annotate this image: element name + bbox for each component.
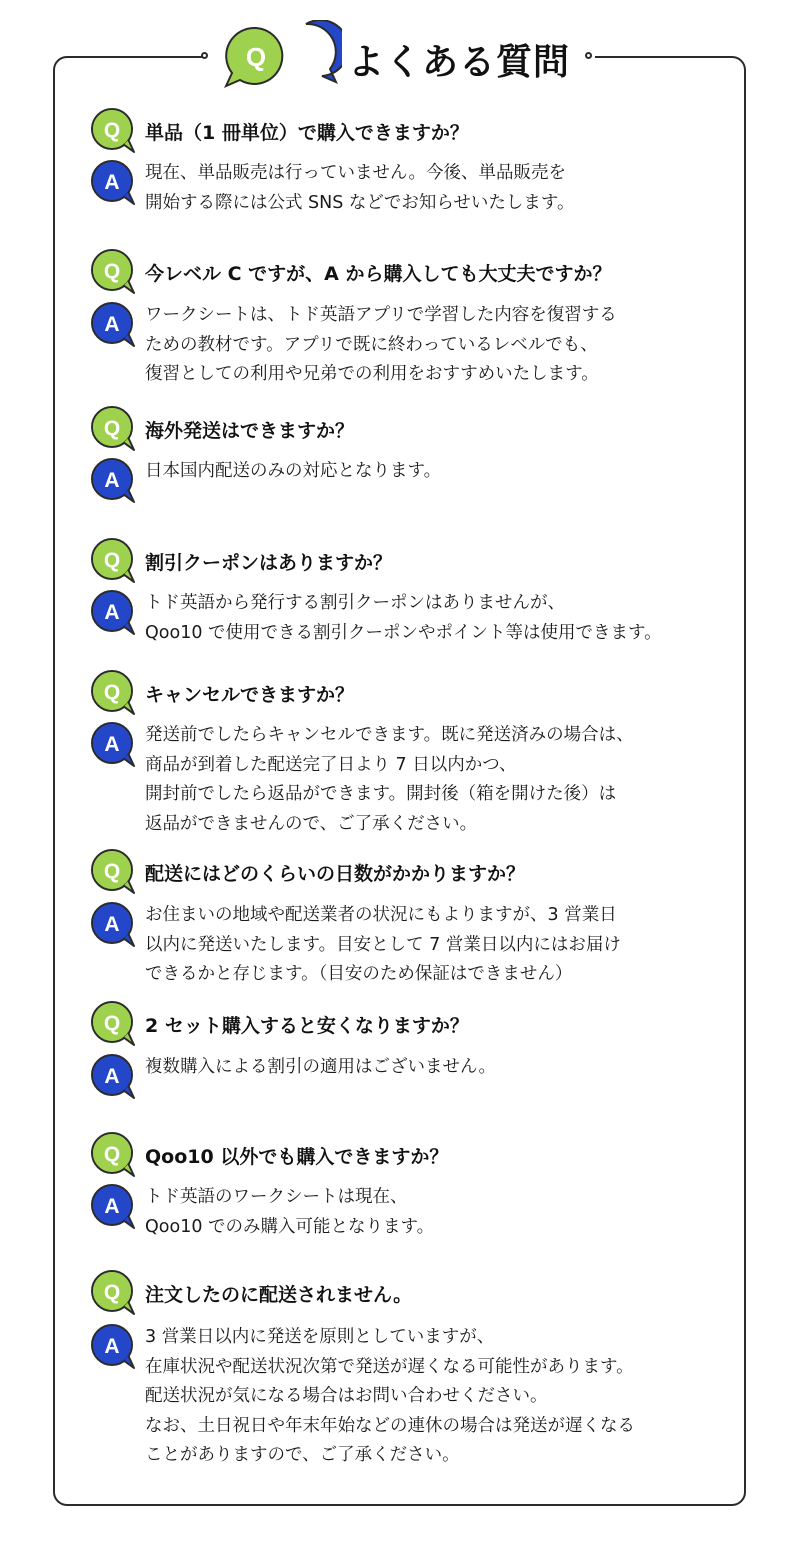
faq-answer-line: 発送前でしたらキャンセルできます。既に発送済みの場合は、 bbox=[145, 725, 634, 745]
answer-icon bbox=[88, 900, 138, 950]
svg-text:A: A bbox=[104, 171, 120, 194]
faq-answer bbox=[145, 1053, 496, 1083]
faq-answer bbox=[145, 589, 662, 648]
faq-answer-line: 開始する際には公式 SNS などでお知らせいたします。 bbox=[145, 192, 575, 213]
faq-question: 海外発送はできますか？ bbox=[145, 420, 355, 442]
faq-answer-line: 3 営業日以内に発送を原則としていますが、 bbox=[145, 1327, 495, 1347]
answer-icon bbox=[88, 1052, 138, 1102]
faq-answer-line: 商品が到着した配送完了日より 7 日以内かつ、 bbox=[145, 754, 517, 775]
faq-question: 割引クーポンはありますか？ bbox=[145, 552, 393, 574]
question-icon bbox=[88, 404, 138, 454]
frame-ornament-left bbox=[201, 52, 208, 59]
faq-question: 2 セット購入すると安くなりますか？ bbox=[145, 1015, 469, 1037]
faq-answer-line: 複数購入による割引の適用はございません。 bbox=[145, 1057, 497, 1077]
faq-answer-line: 開封前でしたら返品ができます。開封後（箱を開けた後）は bbox=[145, 784, 617, 804]
answer-icon bbox=[88, 300, 138, 350]
question-icon bbox=[88, 106, 138, 156]
answer-icon bbox=[88, 720, 138, 770]
question-icon bbox=[88, 847, 138, 897]
faq-question: 配送にはどのくらいの日数がかかりますか？ bbox=[145, 863, 526, 885]
faq-answer-line: トド英語から発行する割引クーポンはありませんが、 bbox=[145, 593, 565, 613]
faq-answer-line: ための教材です。アプリで既に終わっているレベルでも、 bbox=[145, 334, 598, 355]
qa-speech-bubbles-icon bbox=[222, 20, 342, 92]
svg-text:Q: Q bbox=[103, 1143, 121, 1166]
faq-question: キャンセルできますか？ bbox=[145, 684, 355, 706]
answer-icon bbox=[88, 158, 138, 208]
faq-answer bbox=[145, 1323, 635, 1471]
question-icon bbox=[88, 536, 138, 586]
svg-text:Q: Q bbox=[103, 417, 121, 440]
question-icon bbox=[88, 668, 138, 718]
answer-icon bbox=[88, 1182, 138, 1232]
faq-answer-line: ことがありますので、ご了承ください。 bbox=[145, 1445, 460, 1465]
faq-answer-line: お住まいの地域や配送業者の状況にもよりますが、3 営業日 bbox=[145, 905, 617, 925]
answer-icon bbox=[88, 588, 138, 638]
svg-text:A: A bbox=[104, 733, 120, 756]
faq-answer-line: Qoo10 でのみ購入可能となります。 bbox=[145, 1216, 435, 1237]
page-title: よくある質問 bbox=[348, 42, 571, 83]
faq-answer bbox=[145, 1183, 434, 1242]
faq-answer-line: 復習としての利用や兄弟での利用をおすすめいたします。 bbox=[145, 364, 599, 384]
header-badge-a: A bbox=[297, 39, 315, 66]
question-icon bbox=[88, 1130, 138, 1180]
a-speech-bubble-icon bbox=[297, 20, 342, 82]
faq-answer-line: 返品ができませんので、ご了承ください。 bbox=[145, 813, 478, 834]
answer-icon bbox=[88, 456, 138, 506]
faq-answer-line: 配送状況が気になる場合はお問い合わせください。 bbox=[145, 1386, 548, 1406]
frame-ornament-right bbox=[585, 52, 592, 59]
q-speech-bubble-icon bbox=[226, 28, 282, 86]
faq-answer bbox=[145, 901, 621, 990]
svg-text:Q: Q bbox=[103, 119, 121, 142]
faq-question: 今レベル C ですが、A から購入しても大丈夫ですか？ bbox=[145, 263, 612, 285]
faq-answer bbox=[145, 301, 617, 390]
svg-text:Q: Q bbox=[103, 549, 121, 572]
svg-text:A: A bbox=[104, 1335, 120, 1358]
faq-answer-line: なお、土日祝日や年末年始などの連休の場合は発送が遅くなる bbox=[145, 1415, 635, 1436]
header-badge-q: Q bbox=[245, 42, 267, 72]
svg-text:Q: Q bbox=[103, 260, 121, 283]
answer-icon bbox=[88, 1322, 138, 1372]
question-icon bbox=[88, 247, 138, 297]
faq-answer-line: できるかと存じます。（目安のため保証はできません） bbox=[145, 964, 573, 984]
svg-text:A: A bbox=[104, 1065, 120, 1088]
faq-answer-line: 日本国内配送のみの対応となります。 bbox=[145, 461, 442, 481]
question-icon bbox=[88, 1268, 138, 1318]
svg-text:A: A bbox=[104, 913, 120, 936]
svg-text:A: A bbox=[104, 313, 120, 336]
faq-answer-line: Qoo10 で使用できる割引クーポンやポイント等は使用できます。 bbox=[145, 622, 662, 643]
svg-text:Q: Q bbox=[103, 681, 121, 704]
faq-answer-line: トド英語のワークシートは現在、 bbox=[145, 1187, 408, 1207]
svg-text:Q: Q bbox=[103, 860, 121, 883]
faq-question: 単品（1 冊単位）で購入できますか？ bbox=[145, 122, 469, 144]
svg-text:A: A bbox=[104, 1195, 120, 1218]
faq-answer-line: 現在、単品販売は行っていません。今後、単品販売を bbox=[145, 163, 567, 183]
svg-text:Q: Q bbox=[103, 1012, 121, 1035]
faq-answer bbox=[145, 457, 441, 487]
faq-answer bbox=[145, 721, 634, 839]
faq-question: Qoo10 以外でも購入できますか？ bbox=[145, 1146, 449, 1168]
faq-answer-line: 以内に発送いたします。目安として 7 営業日以内にはお届け bbox=[145, 934, 621, 955]
faq-answer-line: 在庫状況や配送状況次第で発送が遅くなる可能性があります。 bbox=[145, 1356, 634, 1377]
faq-answer-line: ワークシートは、トド英語アプリで学習した内容を復習する bbox=[145, 305, 617, 325]
svg-text:A: A bbox=[104, 601, 120, 624]
svg-text:Q: Q bbox=[103, 1281, 121, 1304]
faq-question: 注文したのに配送されません。 bbox=[145, 1284, 413, 1306]
svg-text:A: A bbox=[104, 469, 120, 492]
faq-answer bbox=[145, 159, 575, 218]
question-icon bbox=[88, 999, 138, 1049]
